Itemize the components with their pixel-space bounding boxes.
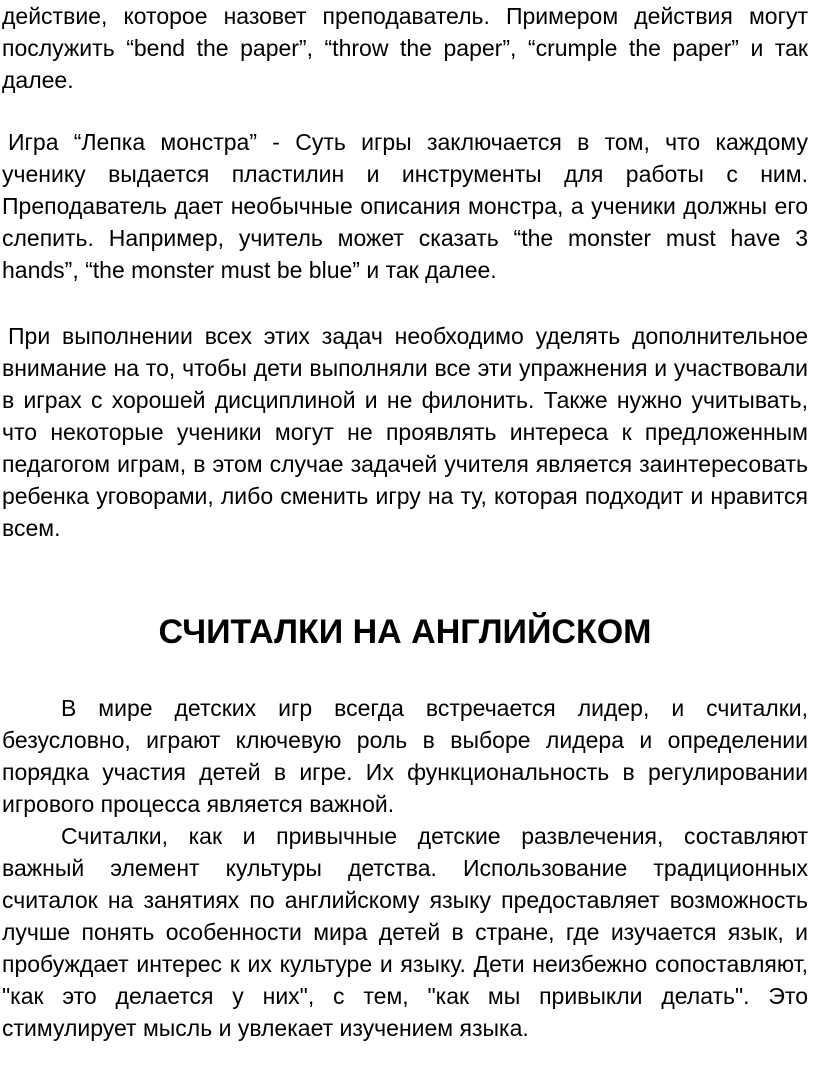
paragraph-monster-game: Игра “Лепка монстра” - Суть игры заключается в том, что каждому ученику выдается пластилин и инструменты для работы с ним. Преподаватель дает необычные описания монстра, а ученики должны его слепить. Например, учитель может сказать “the monster must have 3 hands”, “the monster must be blue” и так далее. bbox=[2, 129, 808, 283]
paragraph-actions-continued: действие, которое назовет преподаватель. Примером действия могут послужить “bend the paper”, “throw the paper”, “crumple the paper” и так далее. bbox=[2, 3, 808, 93]
section-heading: СЧИТАЛКИ НА АНГЛИЙСКОМ bbox=[158, 613, 652, 651]
paragraph-leader: В мире детских игр всегда встречается лидер, и считалки, безусловно, играют ключевую роль в выборе лидера и определении порядка участия детей в игре. Их функциональность в регулировании игрового процесса является важной. bbox=[2, 695, 808, 817]
paragraph-discipline: При выполнении всех этих задач необходимо уделять дополнительное внимание на то, чтобы дети выполняли все эти упражнения и участвовали в играх с хорошей дисциплиной и не филонить. Также нужно учитывать, что некоторые ученики могут не проявлять интереса к предложенным педагогом играм, в этом случае задачей учителя является заинтересовать ребенка уговорами, либо сменить игру на ту, которая подходит и нравится всем. bbox=[2, 323, 808, 541]
paragraph-culture: Считалки, как и привычные детские развлечения, составляют важный элемент культуры детства. Использование традиционных считалок на занятиях по английскому языку предоставляет возможность лучше понять особенности мира детей в стране, где изучается язык, и пробуждает интерес к их культуре и языку. Дети неизбежно сопоставляют, "как это делается у них", с тем, "как мы привыкли делать". Это стимулирует мысль и увлекает изучением языка. bbox=[2, 823, 808, 1041]
